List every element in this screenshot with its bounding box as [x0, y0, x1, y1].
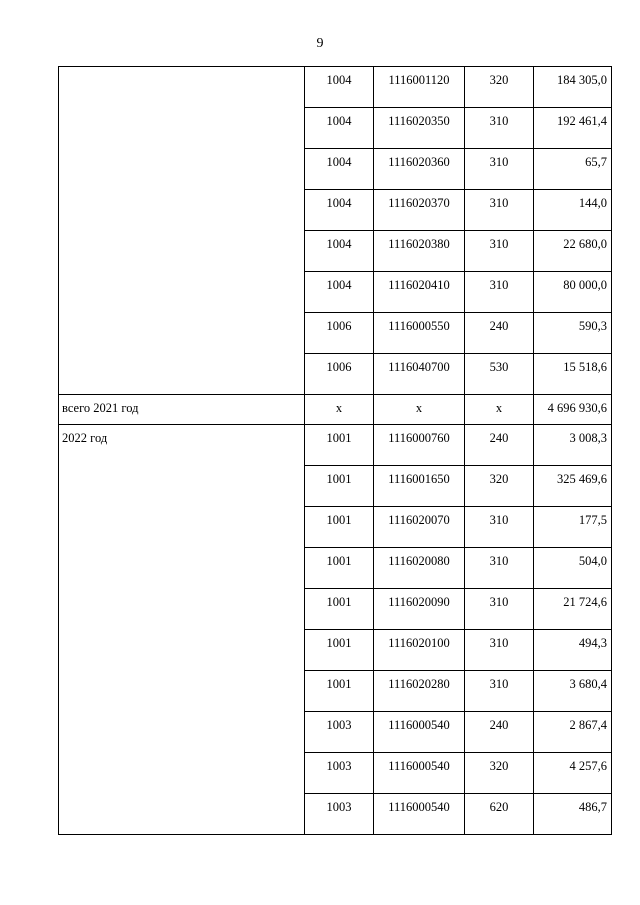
code-cell: 1116020410 — [374, 272, 465, 313]
section-cell: 1004 — [305, 272, 374, 313]
amount-cell: 65,7 — [534, 149, 612, 190]
section-cell: 1004 — [305, 231, 374, 272]
section-cell: 1001 — [305, 425, 374, 466]
code-cell: 1116001120 — [374, 67, 465, 108]
type-cell: 310 — [465, 589, 534, 630]
amount-cell: 21 724,6 — [534, 589, 612, 630]
page-number: 9 — [316, 36, 324, 51]
type-cell: 310 — [465, 548, 534, 589]
code-cell: 1116020360 — [374, 149, 465, 190]
section-cell: 1001 — [305, 671, 374, 712]
section-cell: 1003 — [305, 794, 374, 835]
type-cell: 310 — [465, 231, 534, 272]
amount-cell: 3 008,3 — [534, 425, 612, 466]
type-cell: 310 — [465, 507, 534, 548]
amount-cell: 192 461,4 — [534, 108, 612, 149]
type-cell: 530 — [465, 354, 534, 395]
type-cell: 240 — [465, 425, 534, 466]
group-label — [59, 67, 305, 395]
type-cell: 320 — [465, 753, 534, 794]
table-row — [59, 425, 612, 466]
code-cell: 1116001650 — [374, 466, 465, 507]
section-cell: 1001 — [305, 507, 374, 548]
code-cell: 1116020380 — [374, 231, 465, 272]
code-cell: 1116020080 — [374, 548, 465, 589]
amount-cell: 4 696 930,6 — [534, 395, 612, 425]
amount-cell: 80 000,0 — [534, 272, 612, 313]
total-row — [59, 395, 612, 425]
code-cell: 1116000540 — [374, 794, 465, 835]
type-cell: 320 — [465, 67, 534, 108]
amount-cell: 22 680,0 — [534, 231, 612, 272]
section-cell: 1004 — [305, 108, 374, 149]
section-cell: 1001 — [305, 630, 374, 671]
section-cell: 1003 — [305, 712, 374, 753]
amount-cell: 15 518,6 — [534, 354, 612, 395]
type-cell: 240 — [465, 313, 534, 354]
section-cell: 1006 — [305, 313, 374, 354]
section-cell: 1004 — [305, 190, 374, 231]
type-cell: 320 — [465, 466, 534, 507]
code-cell: 1116000540 — [374, 712, 465, 753]
section-cell: 1006 — [305, 354, 374, 395]
type-cell: 310 — [465, 272, 534, 313]
section-cell: 1001 — [305, 589, 374, 630]
section-cell: 1004 — [305, 67, 374, 108]
amount-cell: 144,0 — [534, 190, 612, 231]
code-cell: 1116020090 — [374, 589, 465, 630]
type-cell: 240 — [465, 712, 534, 753]
amount-cell: 325 469,6 — [534, 466, 612, 507]
group-label: 2022 год — [59, 425, 305, 835]
code-cell: 1116040700 — [374, 354, 465, 395]
code-cell: 1116020350 — [374, 108, 465, 149]
code-cell: 1116020280 — [374, 671, 465, 712]
code-cell: 1116020370 — [374, 190, 465, 231]
type-cell: 310 — [465, 671, 534, 712]
amount-cell: 494,3 — [534, 630, 612, 671]
amount-cell: 486,7 — [534, 794, 612, 835]
amount-cell: 184 305,0 — [534, 67, 612, 108]
type-cell: 310 — [465, 108, 534, 149]
amount-cell: 504,0 — [534, 548, 612, 589]
type-cell: 310 — [465, 630, 534, 671]
type-cell: x — [465, 395, 534, 425]
amount-cell: 590,3 — [534, 313, 612, 354]
total-label: всего 2021 год — [59, 395, 305, 425]
section-cell: 1001 — [305, 548, 374, 589]
code-cell: 1116020100 — [374, 630, 465, 671]
code-cell: x — [374, 395, 465, 425]
code-cell: 1116000540 — [374, 753, 465, 794]
amount-cell: 2 867,4 — [534, 712, 612, 753]
table-row — [59, 67, 612, 108]
budget-table — [58, 66, 612, 835]
code-cell: 1116000550 — [374, 313, 465, 354]
code-cell: 1116000760 — [374, 425, 465, 466]
amount-cell: 3 680,4 — [534, 671, 612, 712]
section-cell: 1004 — [305, 149, 374, 190]
amount-cell: 4 257,6 — [534, 753, 612, 794]
section-cell: x — [305, 395, 374, 425]
type-cell: 310 — [465, 149, 534, 190]
section-cell: 1003 — [305, 753, 374, 794]
amount-cell: 177,5 — [534, 507, 612, 548]
type-cell: 310 — [465, 190, 534, 231]
code-cell: 1116020070 — [374, 507, 465, 548]
section-cell: 1001 — [305, 466, 374, 507]
type-cell: 620 — [465, 794, 534, 835]
